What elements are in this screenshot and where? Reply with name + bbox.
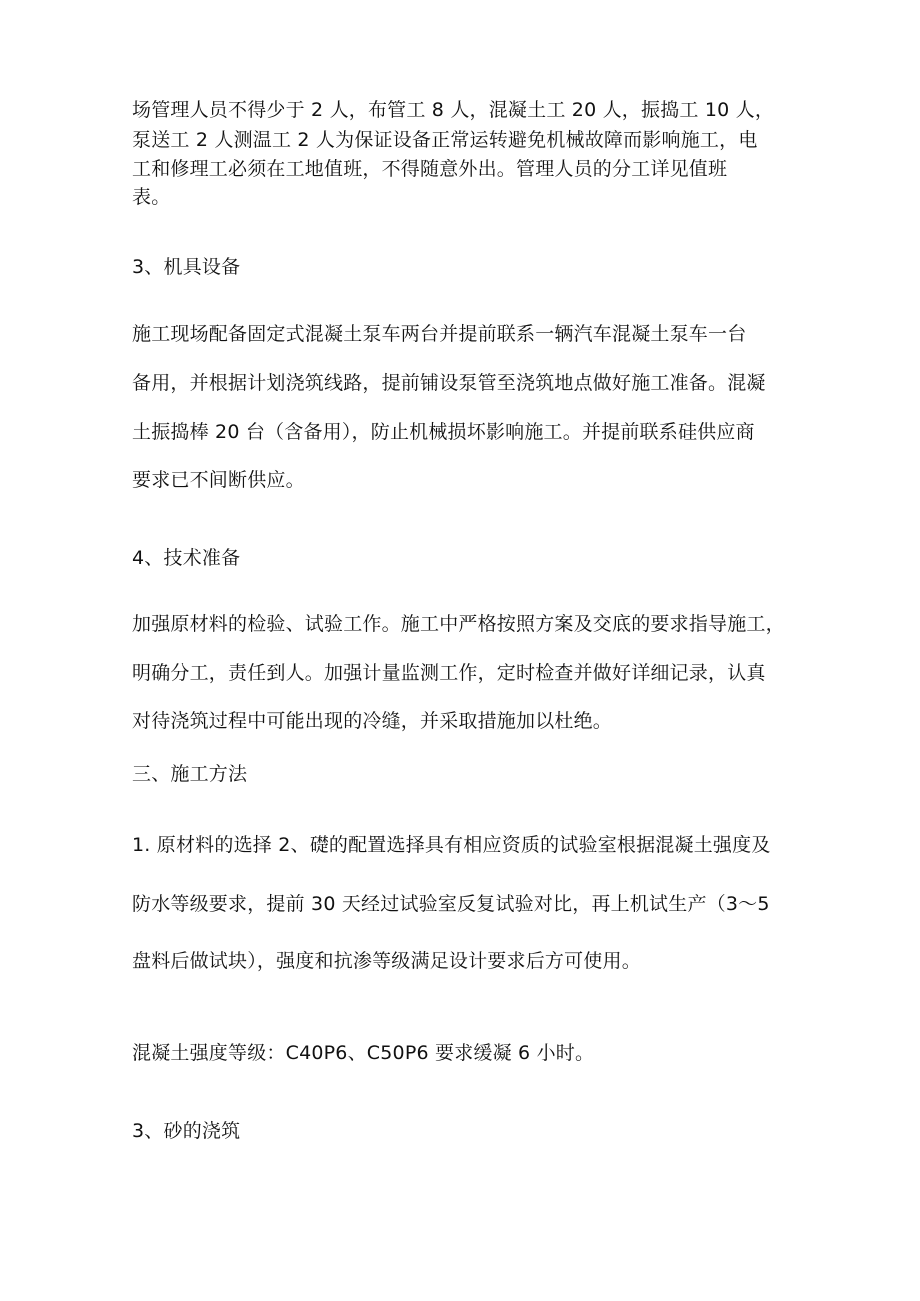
heading-equipment: 3、机具设备 [132, 256, 241, 278]
paragraph-technical-line-1: 加强原材料的检验、试验工作。施工中严格按照方案及交底的要求指导施工， [132, 613, 785, 635]
heading-pouring: 3、砂的浇筑 [132, 1120, 241, 1142]
paragraph-materials-line-1: 1. 原材料的选择 2、礎的配置选择具有相应资质的试验室根据混凝土强度及 [132, 834, 771, 856]
paragraph-equipment-line-4: 要求已不间断供应。 [132, 469, 305, 491]
paragraph-technical-line-3: 对待浇筑过程中可能出现的冷缝，并采取措施加以杜绝。 [132, 710, 613, 732]
paragraph-staffing-line-2: 泵送工 2 人测温工 2 人为保证设备正常运转避免机械故障而影响施工，电 [132, 129, 758, 151]
paragraph-strength-grade: 混凝土强度等级：C40P6、C50P6 要求缓凝 6 小时。 [132, 1042, 595, 1064]
paragraph-equipment-line-1: 施工现场配备固定式混凝土泵车两台并提前联系一辆汽车混凝土泵车一台 [132, 323, 747, 345]
heading-construction-method: 三、施工方法 [132, 763, 248, 785]
heading-technical: 4、技术准备 [132, 547, 241, 569]
paragraph-materials-line-3: 盘料后做试块），强度和抗渗等级满足设计要求后方可使用。 [132, 950, 641, 972]
paragraph-staffing-line-4: 表。 [132, 186, 171, 208]
paragraph-staffing-line-1: 场管理人员不得少于 2 人，布管工 8 人，混凝土工 20 人，振捣工 10 人， [132, 99, 775, 121]
paragraph-equipment-line-2: 备用，并根据计划浇筑线路，提前铺设泵管至浇筑地点做好施工准备。混凝 [132, 372, 766, 394]
paragraph-staffing-line-3: 工和修理工必须在工地值班，不得随意外出。管理人员的分工详见值班 [132, 158, 728, 180]
paragraph-materials-line-2: 防水等级要求，提前 30 天经过试验室反复试验对比，再上机试生产（3～5 [132, 893, 770, 915]
paragraph-technical-line-2: 明确分工，责任到人。加强计量监测工作，定时检查并做好详细记录，认真 [132, 662, 766, 684]
paragraph-equipment-line-3: 土振捣棒 20 台（含备用），防止机械损坏影响施工。并提前联系硅供应商 [132, 421, 755, 443]
